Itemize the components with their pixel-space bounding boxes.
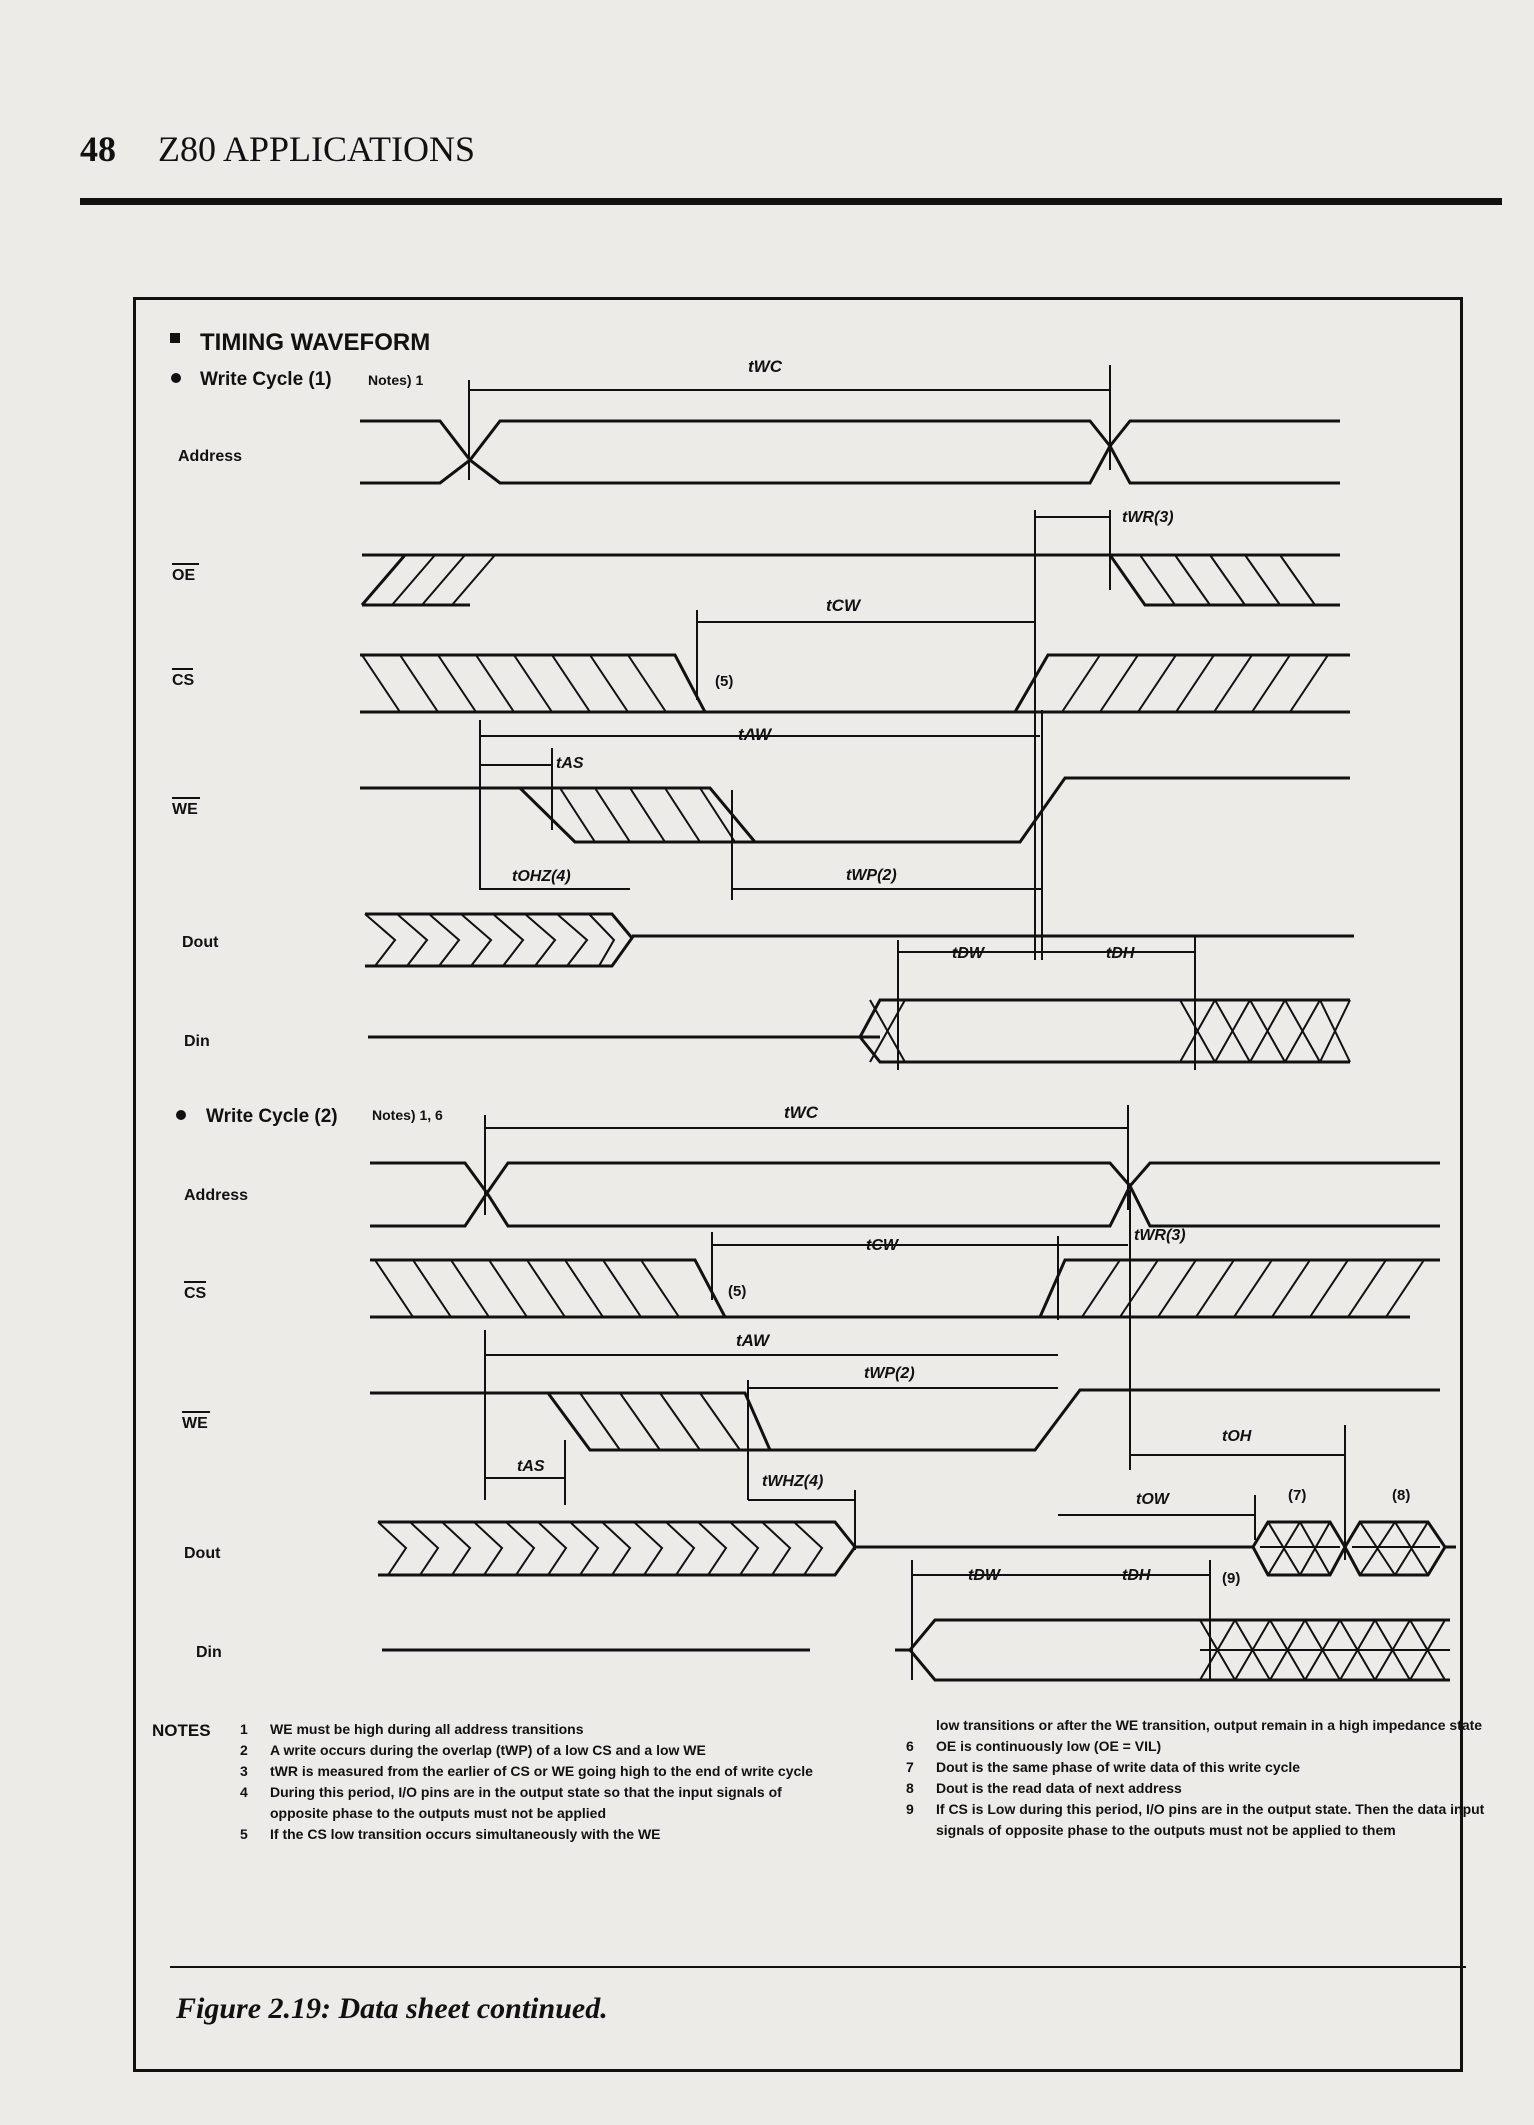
figure-caption: Figure 2.19: Data sheet continued.: [176, 1992, 608, 2025]
cycle2-notes-ref: Notes) 1, 6: [372, 1107, 443, 1123]
c2-label-dout: Dout: [184, 1545, 221, 1562]
c2-address-wave: [370, 1163, 1440, 1226]
c2-note8: (8): [1392, 1487, 1411, 1504]
c2-cs-hatch: [375, 1260, 1424, 1317]
c2-tas-dim: [485, 1440, 855, 1550]
c2-din-hatch: [1200, 1620, 1450, 1680]
cycle2-title: Write Cycle (2): [206, 1106, 338, 1127]
c1-tcw-dim: [697, 610, 1035, 700]
note-8: [906, 1778, 1486, 1799]
note-text: low transitions or after the WE transition, output remain in a high impedance state: [936, 1717, 1483, 1733]
c1-twc-label: tWC: [748, 357, 782, 376]
note-number: 8: [906, 1780, 914, 1796]
c2-cs-wave: [370, 1260, 1440, 1317]
c1-label-we: WE: [172, 801, 198, 818]
page-number: 48: [80, 129, 116, 169]
note-text: OE is continuously low (OE = VIL): [936, 1738, 1162, 1754]
c2-we-hatch: [580, 1393, 740, 1450]
c1-tas-label: tAS: [556, 755, 584, 772]
notes-right-column: [906, 1715, 1486, 1841]
note-number: 5: [240, 1826, 248, 1842]
note-3: [240, 1761, 820, 1782]
c1-we-wave: [360, 778, 1350, 842]
c1-din-hatch: [870, 1000, 1350, 1062]
note-5-continued: [906, 1715, 1486, 1736]
c2-tdh-label: tDH: [1122, 1567, 1151, 1584]
cycle2-bullet: [176, 1110, 186, 1120]
cycle1-notes-ref: Notes) 1: [368, 372, 424, 388]
c1-note5: (5): [715, 673, 734, 690]
c1-tohz-label: tOHZ(4): [512, 868, 571, 885]
note-number: 9: [906, 1801, 914, 1817]
c2-tcw-label: tCW: [866, 1237, 898, 1254]
note-number: 2: [240, 1742, 248, 1758]
c1-tdw-label: tDW: [952, 945, 984, 962]
c2-twc-label: tWC: [784, 1103, 818, 1122]
c2-tow-label: tOW: [1136, 1491, 1169, 1508]
c1-label-address: Address: [178, 448, 243, 465]
c1-tdw-dim: [898, 935, 1195, 1070]
note-7: [906, 1757, 1486, 1778]
note-text: During this period, I/O pins are in the output state so that the input signals of opposite phase to the outputs must not be applied: [270, 1784, 782, 1821]
c1-cs-hatch: [362, 655, 1328, 712]
note-number: 7: [906, 1759, 914, 1775]
c2-label-din: Din: [196, 1644, 222, 1661]
c2-toh-label: tOH: [1222, 1428, 1252, 1445]
note-text: A write occurs during the overlap (tWP) of a low CS and a low WE: [270, 1742, 706, 1758]
c2-tcw-dim: [712, 1232, 1128, 1320]
note-text: If the CS low transition occurs simultaneously with the WE: [270, 1826, 661, 1842]
c2-label-address: Address: [184, 1187, 249, 1204]
c1-twr-dim: [1035, 510, 1110, 960]
note-text: If CS is Low during this period, I/O pins are in the output state. Then the data input signals of opposite phase to the outputs must not be applied to them: [936, 1801, 1485, 1838]
note-text: Dout is the read data of next address: [936, 1780, 1182, 1796]
note-2: [240, 1740, 820, 1761]
note-6: [906, 1736, 1486, 1757]
c2-we-wave: [370, 1390, 1440, 1450]
cycle1-title: Write Cycle (1): [200, 369, 332, 390]
c1-label-oe: OE: [172, 567, 196, 584]
c1-we-hatch: [560, 788, 735, 842]
c1-address-wave: [360, 421, 1340, 483]
c2-twr-label: tWR(3): [1134, 1227, 1186, 1244]
note-9: [906, 1799, 1486, 1841]
c1-twp-label: tWP(2): [846, 867, 897, 884]
c2-tas-label: tAS: [517, 1458, 545, 1475]
cycle1-bullet: [171, 373, 181, 383]
c1-label-cs: CS: [172, 672, 195, 689]
c1-twp-dim: [732, 710, 1042, 960]
note-4: [240, 1782, 820, 1824]
note-text: Dout is the same phase of write data of this write cycle: [936, 1759, 1301, 1775]
c2-note7: (7): [1288, 1487, 1307, 1504]
note-5: [240, 1824, 820, 1845]
c1-dout-hatch: [365, 914, 614, 966]
notes-left-column: [240, 1719, 820, 1845]
c2-label-cs: CS: [184, 1285, 207, 1302]
notes-label: NOTES: [152, 1721, 211, 1740]
c1-tdh-label: tDH: [1106, 945, 1135, 962]
c2-twp-label: tWP(2): [864, 1365, 915, 1382]
c1-tcw-label: tCW: [826, 596, 860, 615]
note-number: 4: [240, 1784, 248, 1800]
c1-label-din: Din: [184, 1033, 210, 1050]
c2-taw-label: tAW: [736, 1331, 770, 1350]
c2-twhz-label: tWHZ(4): [762, 1473, 824, 1490]
c1-taw-dim: [480, 720, 1040, 890]
note-text: WE must be high during all address transitions: [270, 1721, 584, 1737]
note-number: 1: [240, 1721, 248, 1737]
c2-note9: (9): [1222, 1570, 1241, 1587]
c1-label-dout: Dout: [182, 934, 219, 951]
note-1: [240, 1719, 820, 1740]
c2-note5: (5): [728, 1283, 747, 1300]
note-text: tWR is measured from the earlier of CS or WE going high to the end of write cycle: [270, 1763, 813, 1779]
section-title: TIMING WAVEFORM: [200, 329, 431, 356]
c1-taw-label: tAW: [738, 725, 772, 744]
note-number: [906, 1715, 936, 1736]
c1-dout-wave: [365, 914, 1354, 966]
caption-rule: [170, 1966, 1466, 1968]
c2-label-we: WE: [182, 1415, 208, 1432]
c1-twr-label: tWR(3): [1122, 509, 1174, 526]
note-number: 6: [906, 1738, 914, 1754]
c2-tdw-label: tDW: [968, 1567, 1000, 1584]
running-title: Z80 APPLICATIONS: [158, 129, 476, 169]
c1-din-wave: [368, 1000, 1350, 1062]
note-number: 3: [240, 1763, 248, 1779]
section-bullet: [170, 333, 180, 343]
